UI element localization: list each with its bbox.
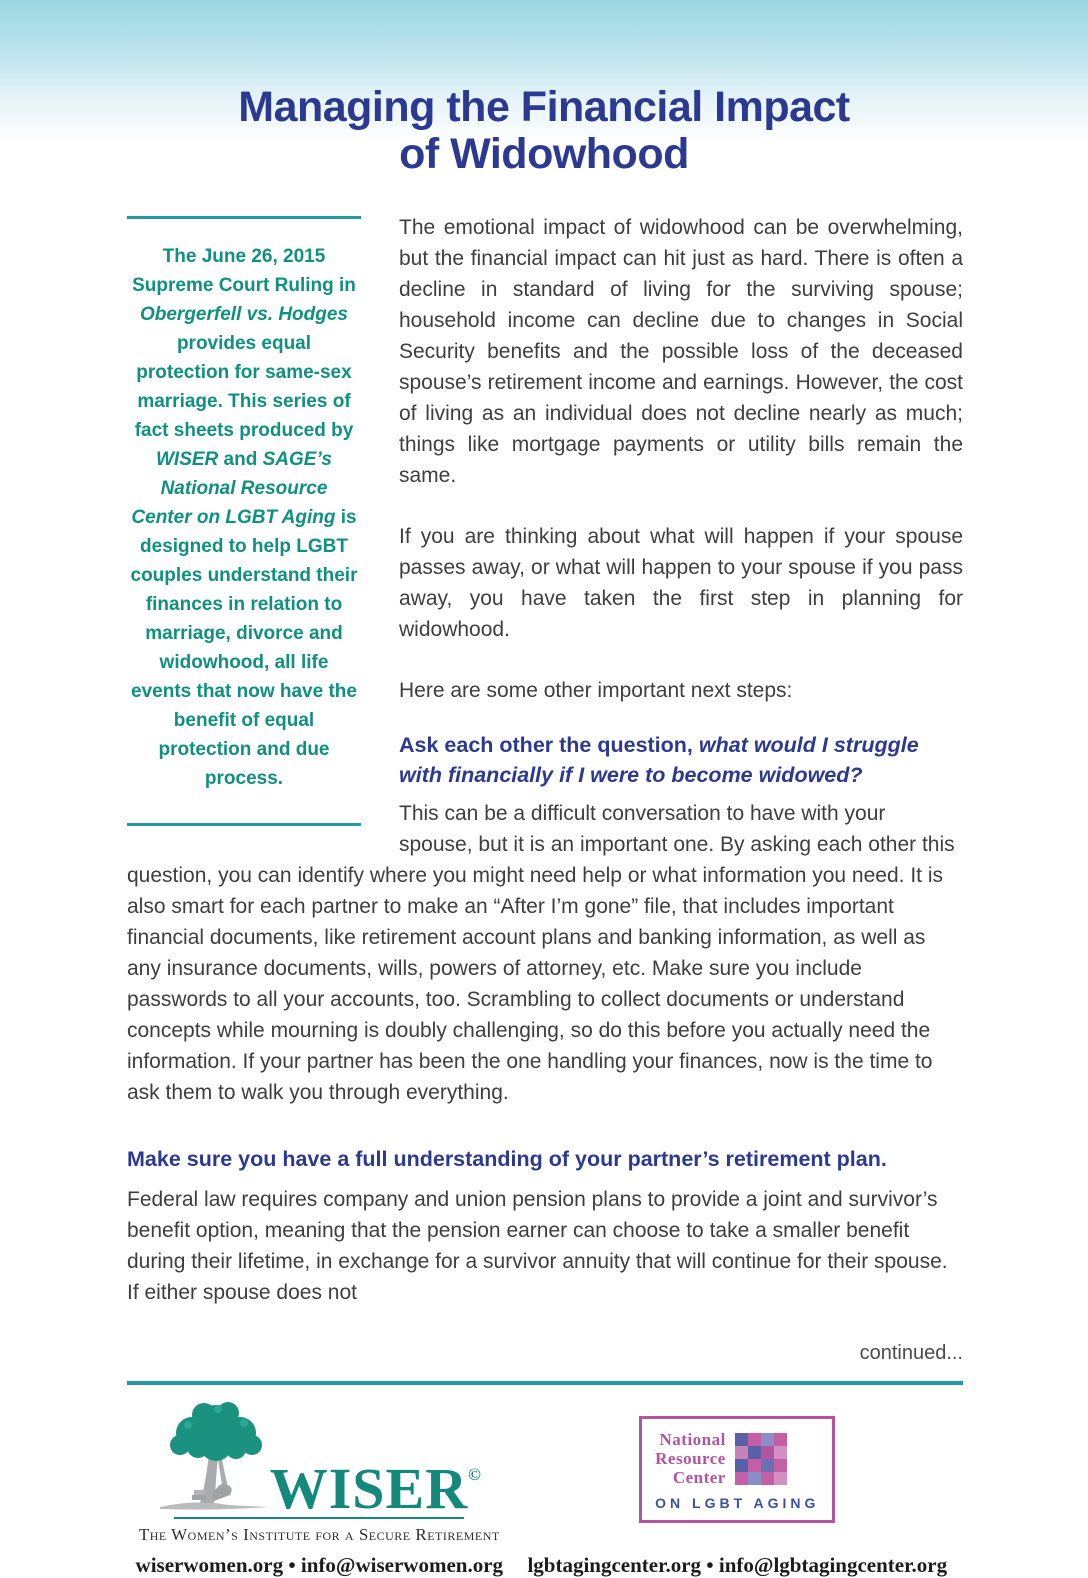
- plaid-cell: [748, 1459, 761, 1472]
- wiser-wordmark: [269, 1449, 481, 1521]
- sidebar-callout: [127, 216, 361, 826]
- tree-with-reader-icon: [158, 1403, 276, 1515]
- sidebar-text: is designed to help LGBT couples understand their finances in relation to marriage, divorce and widowhood, all life events that now have the benefit of equal protection and due process.: [130, 507, 358, 789]
- sidebar-text: and: [218, 449, 263, 470]
- wiser-wordmark-text: WISER: [269, 1456, 469, 1521]
- lgbt-logo-top-row: [655, 1430, 819, 1487]
- sidebar-text: The June 26, 2015 Supreme Court Ruling in: [132, 246, 356, 296]
- page-header: [0, 0, 1088, 212]
- step1-paragraph: This can be a difficult conversation to have with your spouse, but it is an important one. By asking each other this question, you can identify where you might need help or what information you need. It is also smart for each partner to make an “After I’m gone” file, that includes important financial documents, like retirement account plans and banking information, as well as any insurance documents, wills, powers of attorney, etc. Make sure you include passwords to all your accounts, too. Scrambling to collect documents or understand concepts while mourning is doubly challenging, so do this before you actually need the information. If your partner has been the one handling your finances, now is the time to ask them to walk you through everything.: [127, 802, 955, 1104]
- continued-marker: continued...: [859, 1342, 963, 1364]
- sidebar-wiser-name: WISER: [156, 449, 219, 470]
- wiser-tagline: The Women’s Institute for a Secure Retirement: [138, 1525, 500, 1544]
- plaid-cell: [735, 1446, 748, 1459]
- plaid-cell: [748, 1472, 761, 1485]
- page-footer: [127, 1403, 963, 1578]
- plaid-cell: [761, 1433, 774, 1446]
- plaid-weave-icon: [735, 1433, 787, 1485]
- sidebar-text: provides equal protection for same-sex marriage. This series of fact sheets produced by: [134, 333, 354, 441]
- page-title-line2: of Widowhood: [399, 130, 689, 178]
- lgbt-logo-title: National Resource Center: [655, 1430, 726, 1487]
- sidebar-case-name: Obergerfell vs. Hodges: [139, 304, 348, 325]
- plaid-cell: [774, 1433, 787, 1446]
- plaid-cell: [735, 1459, 748, 1472]
- plaid-cell: [748, 1433, 761, 1446]
- wiser-logo-underline: [174, 1517, 464, 1519]
- lgbt-contact-line: lgbtagingcenter.org • info@lgbtagingcenter.org: [527, 1553, 948, 1577]
- plaid-cell: [761, 1472, 774, 1485]
- plaid-cell: [761, 1446, 774, 1459]
- plaid-cell: [774, 1472, 787, 1485]
- plaid-cell: [774, 1446, 787, 1459]
- wiser-logo-block: [127, 1403, 512, 1578]
- intro-paragraph-2: If you are thinking about what will happen if your spouse passes away, or what will happen to your spouse if you pass away, you have taken the first step in planning for widowhood.: [399, 525, 963, 641]
- plaid-cell: [761, 1459, 774, 1472]
- plaid-cell: [735, 1433, 748, 1446]
- copyright-mark: ©: [468, 1465, 481, 1484]
- lgbt-aging-logo-block: [512, 1416, 963, 1578]
- step2-heading: Make sure you have a full understanding of your partner’s retirement plan.: [127, 1147, 887, 1171]
- next-steps-lead-in: Here are some other important next steps:: [399, 679, 793, 702]
- step1-heading-italic: what would I struggle with financially if I were to become widowed?: [399, 733, 919, 787]
- plaid-cell: [748, 1446, 761, 1459]
- page-title-line1: Managing the Financial Impact: [238, 83, 850, 131]
- lgbt-logo-subtitle: ON LGBT AGING: [655, 1495, 820, 1511]
- step2-paragraph: Federal law requires company and union pension plans to provide a joint and survivor’s benefit option, meaning that the pension earner can choose to take a smaller benefit during their lifetime, in exchange for a survivor annuity that will continue for their spouse. If either spouse does not: [127, 1188, 948, 1304]
- step1-heading-bold: Ask each other the question,: [399, 733, 699, 757]
- wiser-logo: [158, 1403, 481, 1521]
- plaid-cell: [774, 1459, 787, 1472]
- footer-divider-rule: [127, 1381, 963, 1385]
- sidebar-sage-name: SAGE’s National Resource Center on LGBT Aging: [131, 449, 336, 528]
- wiser-contact-line: wiserwomen.org • info@wiserwomen.org: [135, 1553, 504, 1577]
- plaid-cell: [735, 1472, 748, 1485]
- main-content: [127, 212, 963, 1369]
- lgbt-aging-logo: [639, 1416, 835, 1523]
- page-title: [0, 84, 1088, 178]
- intro-paragraph-1: The emotional impact of widowhood can be overwhelming, but the financial impact can hit just as hard. There is often a decline in standard of living for the surviving spouse; household income can decline due to changes in Social Security benefits and the possible loss of the deceased spouse’s retirement income and earnings. However, the cost of living as an individual does not decline nearly as much; things like mortgage payments or utility bills remain the same.: [399, 216, 963, 487]
